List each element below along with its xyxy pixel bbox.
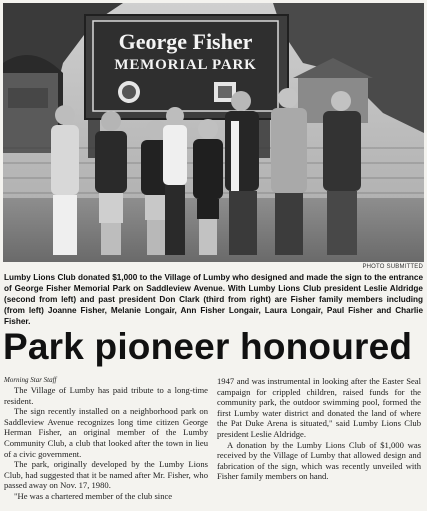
paragraph: The sign recently installed on a neighborhood park on Saddleview Avenue recognizes long time citizen George Herman Fisher, an original member of the Lumby Community Club, a club that looked after the town in lieu of a civic government.: [4, 406, 208, 459]
photo-caption: Lumby Lions Club donated $1,000 to the Village of Lumby who designed and made the sign to the entrance of George Fisher Memorial Park on Saddleview Avenue. With Lumby Lions Club president Leslie Aldridge (second from left) and past president Don Clark (third from right) are Fisher family members including (from left) Joanne Fisher, Melanie Longair, Ann Fisher Longair, Laura Longair, Paul Fisher and Charlie Fisher.: [4, 273, 423, 326]
sign-text: [95, 30, 276, 76]
byline: Morning Star Staff: [4, 376, 57, 384]
article-column-1: [4, 385, 208, 502]
news-photo: [3, 3, 424, 262]
photo-credit: PHOTO SUBMITTED: [362, 264, 423, 270]
paragraph: A donation by the Lumby Lions Club of $1,000 was received by the Village of Lumby that allowed design and fabrication of the sign, which was recently unveiled with Fisher family members on hand.: [217, 439, 421, 482]
paragraph: The Village of Lumby has paid tribute to a long-time resident.: [4, 385, 208, 406]
sign-line-1: George Fisher: [118, 29, 253, 54]
article-column-2: [217, 376, 421, 482]
paragraph: The park, originally developed by the Lumby Lions Club, had suggested that it be named after Mr. Fisher, who passed away on Nov. 17, 1980.: [4, 459, 208, 491]
paragraph: "He was a chartered member of the club since: [14, 490, 173, 501]
sign-line-2: MEMORIAL PARK: [114, 57, 257, 73]
paragraph: 1947 and was instrumental in looking after the Easter Seal campaign for crippled children, raised funds for the community park, the outdoor swimming pool, formed the first Lumby water district and donated the land of where the Pat Duke Arena is situated," said Lumby Lions Club president Leslie Aldridge.: [217, 376, 421, 439]
headline: Park pioneer honoured: [3, 326, 413, 367]
